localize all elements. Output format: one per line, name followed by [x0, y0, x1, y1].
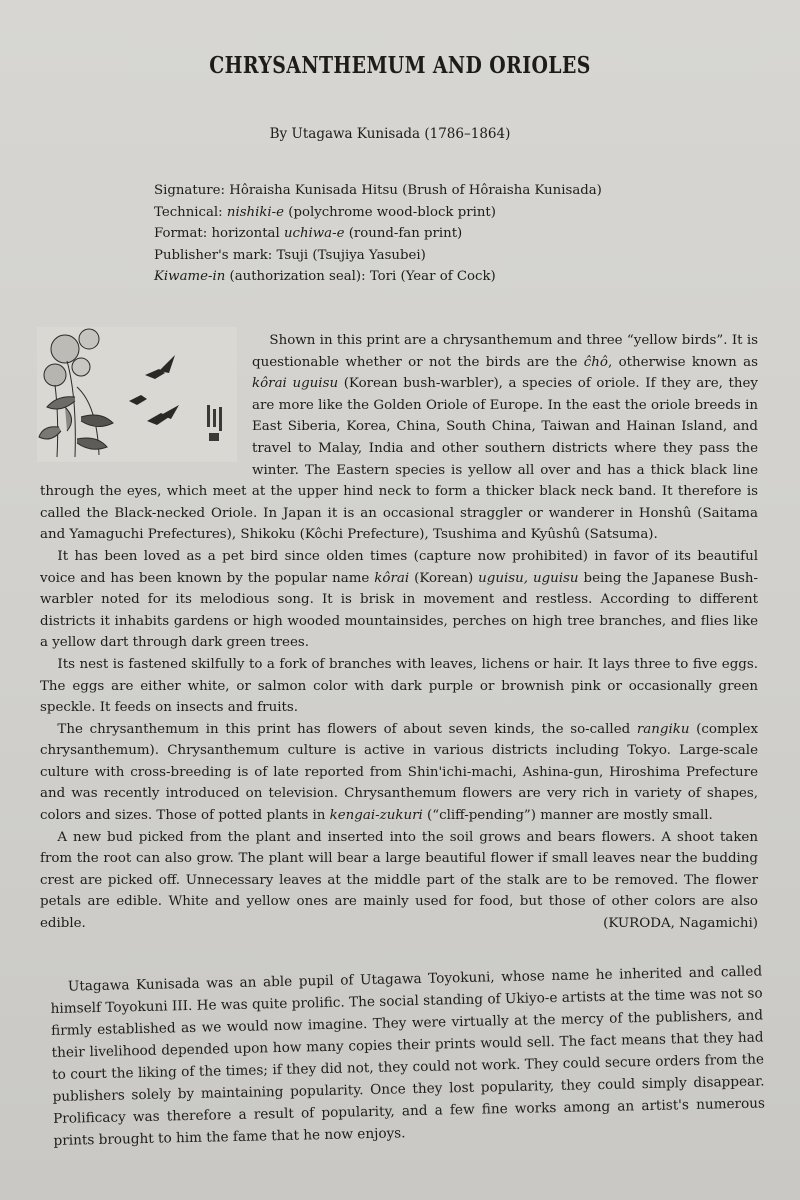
paragraph-kunisada: Utagawa Kunisada was an able pupil of Utagawa Toyokuni, whose name he inherited and called himself Toyokuni III. He was quite prolific. The social standing of Ukiyo-e artists at the time was not so firmly established as we would now imagine. They were virtually at the mercy of the publishers, and their livelihood depended upon how many copies their prints would sell. The fact means that they had to court the liking of the times; if they did not, they could not work. They could secure orders from the publishers solely by maintaining popularity. Once they lost popularity, they could simply disappear. Prolificacy was therefore a result of popularity, and a few fine works among an artist's numerous prints brought to him the fame that he now enjoys. [50, 963, 766, 1149]
paragraph-oriole-description: Shown in this print are a chrysanthemum and three “yellow birds”. It is questionable whether or not the birds are the ĉhô, otherwise known as kôrai uguisu (Korean bush-warbler), a species of oriole. If they are, they are more like the Golden Oriole of Europe. In the east the oriole breeds in East Siberia, Korea, China, South China, Taiwan and Hainan Island, and travel to Malay, India and other southern districts where they pass the winter. The Eastern species is yellow all over and has a thick black line through the eyes, which meet at the upper hind neck to form a thicker black neck band. It therefore is called the Black-necked Oriole. In Japan it is an occasional straggler or wanderer in Honshû (Saitama and Yamaguchi Prefectures), Shikoku (Kôchi Prefecture), Tsushima and Kyûshû (Satsuma). [40, 333, 758, 543]
article-body-kuroda [40, 330, 758, 935]
paragraph-chrysanthemum: The chrysanthemum in this print has flowers of about seven kinds, the so-called rangiku (complex chrysanthemum). Chrysanthemum culture is active in various districts including Tokyo. Large-scale culture with cross-breeding is of late reported from Shin'ichi-machi, Ashina-gun, Hiroshima Prefecture and was recently introduced on television. Chrysanthemum flowers are very rich in variety of shapes, colors and sizes. Those of potted plants in kengai-zukuri (“cliff-pending”) manner are mostly small. [40, 721, 758, 824]
paragraph-cultivation: A new bud picked from the plant and inserted into the soil grows and bears flowers. A shoot taken from the root can also grow. The plant will bear a large beautiful flower if small leaves near the budding crest are picked off. Unnecessary leaves at the middle part of the stalk are to be removed. The flower petals are edible. White and yellow ones are mainly used for food, but those of other colors are also edible. (KURODA, Nagamichi) [40, 827, 758, 935]
byline: By Utagawa Kunisada (1786–1864) [269, 126, 511, 142]
print-metadata [154, 180, 714, 288]
meta-technical: Technical: nishiki-e (polychrome wood-block print) [154, 204, 496, 220]
meta-kiwame: Kiwame-in (authorization seal): Tori (Year of Cock) [154, 269, 496, 284]
meta-publisher: Publisher's mark: Tsuji (Tsujiya Yasubei) [154, 247, 426, 263]
meta-signature: Signature: Hôraisha Kunisada Hitsu (Brush of Hôraisha Kunisada) [154, 183, 602, 198]
article-body-artist [50, 960, 766, 1151]
author-signoff: (KURODA, Nagamichi) [603, 916, 758, 932]
page-title: CHRYSANTHEMUM AND ORIOLES [209, 52, 591, 79]
paragraph-nest: Its nest is fastened skilfully to a fork of branches with leaves, lichens or hair. It lays three to five eggs. The eggs are either white, or salmon color with dark purple or brownish pink or occasionally green speckle. It feeds on insects and fruits. [40, 656, 758, 716]
meta-format: Format: horizontal uchiwa-e (round-fan print) [154, 226, 463, 241]
paragraph-pet-bird: It has been loved as a pet bird since olden times (capture now prohibited) in favor of its beautiful voice and has been known by the popular name kôrai (Korean) uguisu, uguisu being the Japanese Bush-warbler noted for its melodious song. It is brisk in movement and restless. According to different districts it inhabits gardens or high wooded mountainsides, perches on high tree branches, and flies like a yellow dart through dark green trees. [40, 548, 758, 651]
